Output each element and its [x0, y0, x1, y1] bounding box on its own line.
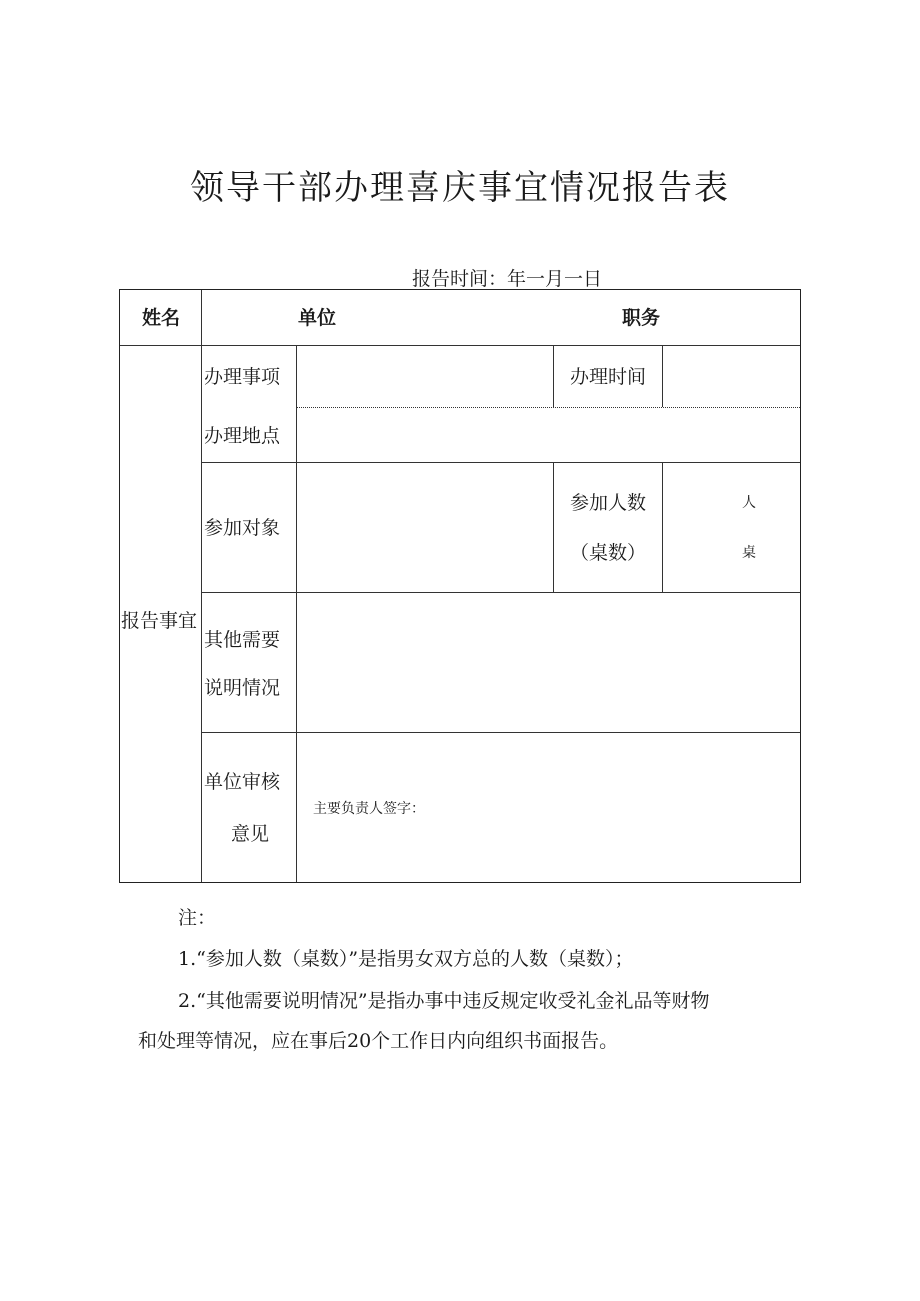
participants-field[interactable]: [297, 463, 553, 592]
col-divider-count-label: [553, 462, 554, 592]
note-item-1: 1.“参加人数（桌数）”是指男女双方总的人数（桌数）；: [178, 948, 634, 970]
report-form-table: [119, 289, 801, 883]
time-label: 办理时间: [570, 366, 647, 388]
place-field[interactable]: [297, 408, 800, 462]
review-label-line1: 单位审核: [204, 771, 281, 793]
col-divider-count-value: [662, 462, 663, 592]
position-field[interactable]: [665, 290, 800, 345]
col-divider-label: [201, 290, 202, 882]
count-label-line2: （桌数）: [570, 542, 647, 564]
note-item-2-line2: 和处理等情况，应在事后20个工作日内向组织书面报告。: [138, 1030, 619, 1052]
unit-label: 单位: [298, 307, 337, 329]
document-title: 领导干部办理喜庆事宜情况报告表: [190, 168, 730, 208]
place-label: 办理地点: [204, 425, 281, 447]
name-field[interactable]: [202, 290, 296, 345]
count-unit-tables: 桌: [742, 545, 756, 561]
matter-label: 办理事项: [204, 366, 281, 388]
notes-heading: 注：: [178, 907, 217, 929]
other-field[interactable]: [297, 593, 800, 732]
other-label-line2: 说明情况: [204, 677, 281, 699]
review-label-line2: 意见: [231, 823, 270, 845]
time-field[interactable]: [663, 346, 800, 407]
participants-label: 参加对象: [204, 517, 281, 539]
review-field[interactable]: [440, 733, 800, 882]
position-label: 职务: [622, 307, 661, 329]
col-divider-time-label: [553, 345, 554, 407]
signature-label: 主要负责人签字：: [313, 801, 425, 817]
count-unit-people: 人: [742, 495, 756, 511]
section-label-report-matters: 报告事宜: [121, 610, 198, 632]
other-label-line1: 其他需要: [204, 629, 281, 651]
count-label-line1: 参加人数: [570, 492, 647, 514]
matter-field[interactable]: [297, 346, 553, 407]
report-time: 报告时间：年一月一日: [412, 268, 603, 290]
unit-field[interactable]: [340, 290, 610, 345]
note-item-2-line1: 2.“其他需要说明情况”是指办事中违反规定收受礼金礼品等财物: [178, 990, 710, 1012]
name-label: 姓名: [142, 307, 181, 329]
